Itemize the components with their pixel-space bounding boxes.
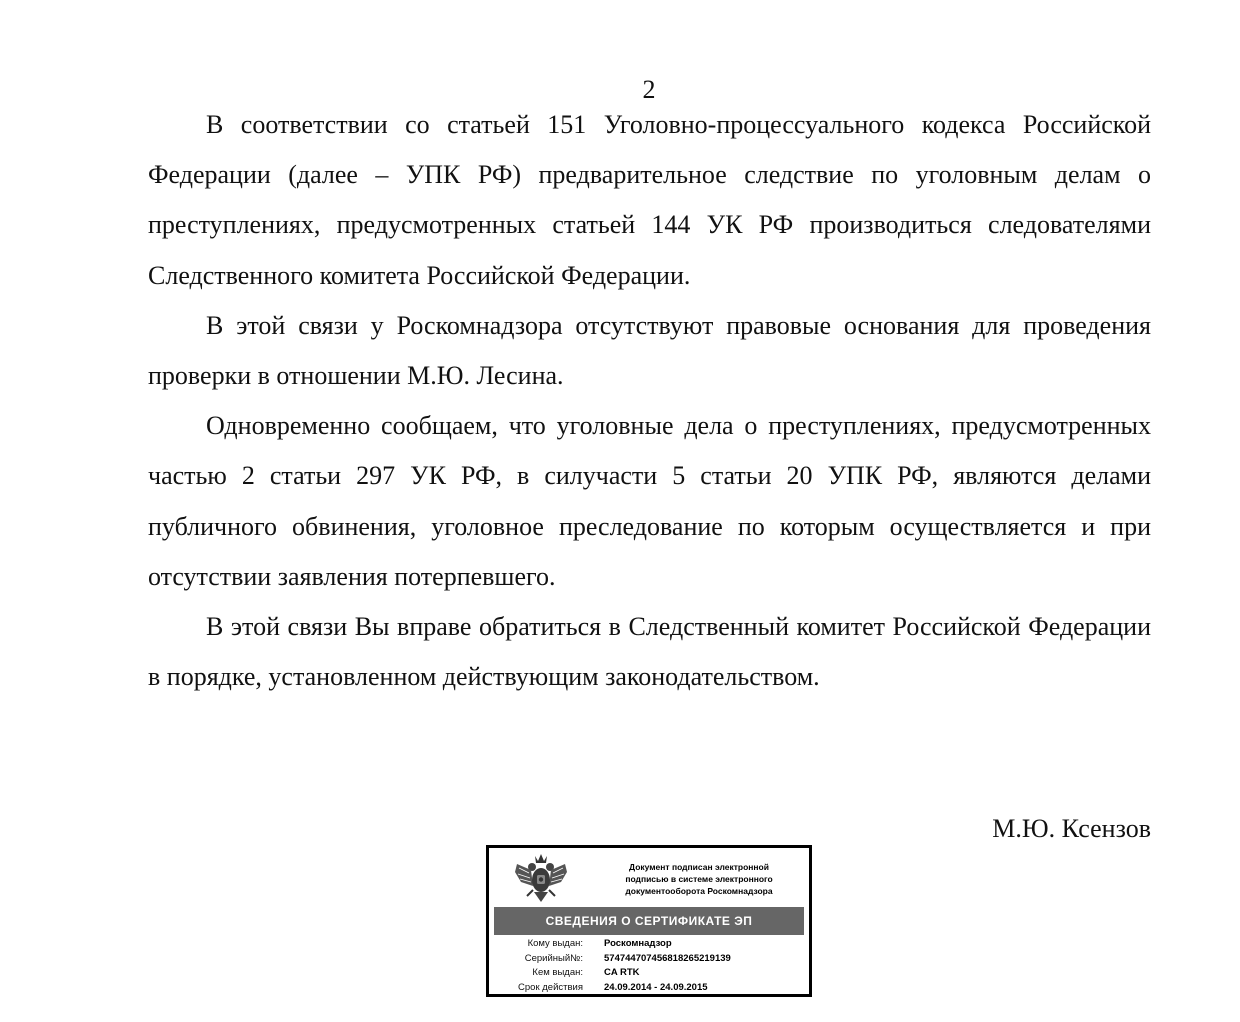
signature: М.Ю. Ксензов [992,814,1151,843]
letter-body [148,100,1151,702]
page-number: 2 [642,75,656,104]
paragraph: В этой связи Вы вправе обратиться в Следственный комитет Российской Федерации в порядке, установленном действующим законодательством. [148,612,1151,692]
stamp-header [609,861,789,897]
double-headed-eagle-icon [513,852,569,908]
stamp-title: СВЕДЕНИЯ О СЕРТИФИКАТЕ ЭП [494,907,804,935]
cert-value: Роскомнадзор [604,938,672,949]
cert-label: Срок действия [518,982,583,993]
cert-row-validity [489,980,809,995]
cert-row-issued-to [489,936,809,951]
cert-value: 574744707456818265219139 [604,953,731,964]
paragraph: В этой связи у Роскомнадзора отсутствуют правовые основания для проведения проверки в отношении М.Ю. Лесина. [148,310,1151,391]
cert-label: Серийный№: [524,953,583,964]
cert-label: Кем выдан: [532,967,583,978]
stamp-header-line: Документ подписан электронной [629,862,769,872]
stamp-header-line: документооборота Роскомнадзора [625,886,773,896]
e-signature-stamp [486,845,812,997]
paragraph: В соответствии со статьей 151 Уголовно-процессуального кодекса Российской Федерации (далее – УПК РФ) предварительное следствие по уголовным делам о преступлениях, предусмотренных статьей 144 УК РФ производиться следователями Следственного комитета Российской Федерации. [148,110,1151,290]
stamp-header-line: подписью в системе электронного [625,874,773,884]
cert-value: 24.09.2014 - 24.09.2015 [604,982,708,993]
cert-row-issuer [489,965,809,980]
paragraph: Одновременно сообщаем, что уголовные дела о преступлениях, предусмотренных частью 2 статьи 297 УК РФ, в силучасти 5 статьи 20 УПК РФ, являются делами публичного обвинения, уголовное преследование по которым осуществляется и при отсутствии заявления потерпевшего. [148,411,1151,591]
cert-value: CA RTK [604,967,640,978]
cert-row-serial [489,951,809,966]
cert-label: Кому выдан: [527,938,583,949]
